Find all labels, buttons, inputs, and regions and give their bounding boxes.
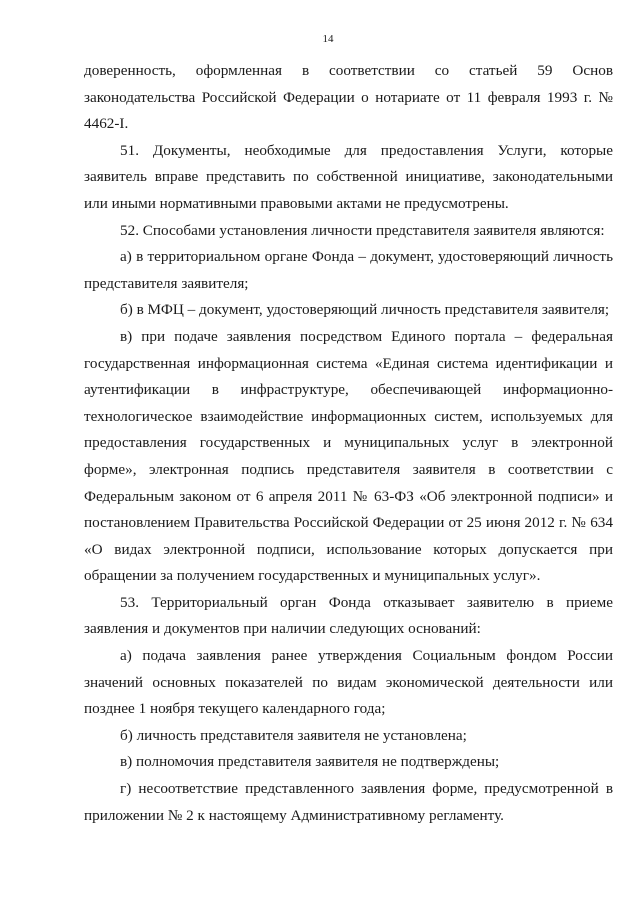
paragraph-52: 52. Способами установления личности представителя заявителя являются: xyxy=(120,221,605,239)
paragraph-53: 53. Территориальный орган Фонда отказывает заявителю в приеме заявления и документов при наличии следующих оснований: xyxy=(84,593,613,638)
paragraph-continuation: доверенность, оформленная в соответствии со статьей 59 Основ законодательства Российской Федерации о нотариате от 11 февраля 1993 г. № 4462-I. xyxy=(84,62,613,133)
paragraph-53-v: в) полномочия представителя заявителя не подтверждены; xyxy=(120,753,500,771)
paragraph-53-a: а) подача заявления ранее утверждения Социальным фондом России значений основных показателей по видам экономической деятельности или позднее 1 ноября текущего календарного года; xyxy=(84,647,613,718)
paragraph-52-v: в) при подаче заявления посредством Единого портала – федеральная государственная информационная система «Единая система идентификации и аутентификации в инфраструктуре, обеспечивающей информационно-технологическое взаимодействие информационных систем, используемых для предоставления государственных и муниципальных услуг в электронной форме», электронная подпись представителя заявителя в соответствии с Федеральным законом от 6 апреля 2011 № 63-ФЗ «Об электронной подписи» и постановлением Правительства Российской Федерации от 25 июня 2012 г. № 634 «О видах электронной подписи, использование которых допускается при обращении за получением государственных и муниципальных услуг». xyxy=(84,327,613,585)
paragraph-51: 51. Документы, необходимые для предоставления Услуги, которые заявитель вправе представить по собственной инициативе, законодательными или иными нормативными правовыми актами не предусмотрены. xyxy=(84,141,613,212)
document-body xyxy=(84,58,613,829)
paragraph-52-b: б) в МФЦ – документ, удостоверяющий личность представителя заявителя; xyxy=(120,301,610,319)
paragraph-53-g: г) несоответствие представленного заявления форме, предусмотренной в приложении № 2 к настоящему Административному регламенту. xyxy=(84,780,613,824)
paragraph-52-a: а) в территориальном органе Фонда – документ, удостоверяющий личность представителя заявителя; xyxy=(84,248,613,292)
page-number: 14 xyxy=(322,33,334,45)
paragraph-53-b: б) личность представителя заявителя не установлена; xyxy=(120,726,467,744)
